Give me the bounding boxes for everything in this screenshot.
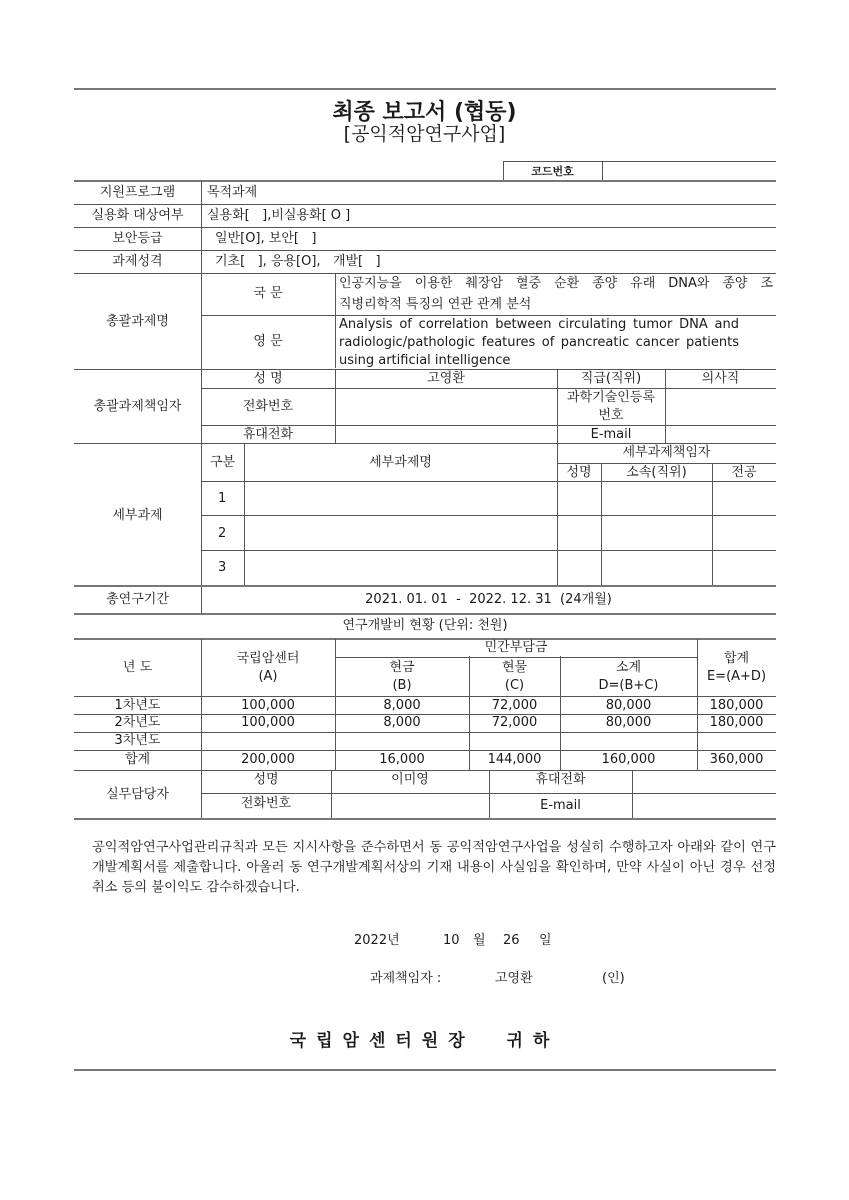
budget-b: 8,000 (383, 698, 421, 713)
budget-d: 80,000 (605, 715, 652, 730)
budget-col-cash-2: (B) (392, 678, 412, 693)
row-line (74, 273, 776, 274)
budget-col-ncc-2: (A) (258, 669, 278, 684)
sign-day[interactable]: 26 (503, 933, 520, 948)
sub-col-leader: 세부과제책임자 (622, 445, 711, 460)
english-title-line-2: radiologic/pathologic features of pancreatic cancer patients (339, 335, 739, 350)
budget-year: 2차년도 (114, 715, 161, 730)
budget-c: 72,000 (491, 715, 538, 730)
row-line (74, 227, 776, 228)
staff-name-value[interactable]: 이미영 (391, 772, 429, 787)
sub-row-2-no: 2 (218, 526, 227, 541)
staff-email-label: E-mail (540, 798, 581, 813)
pi-position-value[interactable]: 의사직 (701, 371, 740, 386)
code-box-top (503, 161, 776, 162)
document-subtitle: [공익적암연구사업] (343, 123, 506, 145)
staff-name-label: 성명 (253, 772, 279, 787)
english-title-line-3: using artificial intelligence (339, 353, 511, 368)
security-label: 보안등급 (112, 231, 163, 246)
staff-mobile-label: 휴대전화 (535, 772, 586, 787)
table-top (74, 180, 776, 182)
budget-b: 16,000 (379, 752, 425, 767)
budget-b: 8,000 (383, 715, 421, 730)
sub-col-no: 구분 (209, 455, 236, 470)
row-line (201, 550, 776, 551)
pi-position-label: 직급(직위) (580, 371, 642, 386)
col-line (632, 770, 633, 818)
staff-phone-label: 전화번호 (240, 796, 292, 811)
budget-a: 100,000 (241, 698, 295, 713)
korean-title-label: 국 문 (253, 286, 283, 301)
program-value[interactable]: 목적과제 (207, 185, 258, 200)
korean-title-line-1: 인공지능을 이용한 췌장암 혈중 순환 종양 유래 DNA와 종양 조 (339, 276, 773, 291)
pi-name-label: 성 명 (253, 371, 283, 386)
budget-a: 200,000 (241, 752, 295, 767)
sub-col-affil: 소속(직위) (626, 465, 687, 480)
col-line (335, 273, 336, 368)
period-value: 2021. 01. 01 - 2022. 12. 31 (24개월) (365, 592, 612, 607)
period-label: 총연구기간 (106, 592, 169, 607)
sign-month-unit: 월 (473, 933, 486, 948)
budget-col-private: 민간부담금 (484, 640, 548, 655)
row-line (201, 793, 776, 794)
budget-col-kind-2: (C) (504, 678, 525, 693)
budget-col-sub-1: 소계 (615, 660, 642, 675)
budget-year: 3차년도 (114, 733, 161, 748)
pi-phone-label: 전화번호 (242, 399, 294, 414)
sub-row-1-no: 1 (218, 491, 227, 506)
subprojects-label: 세부과제 (112, 508, 163, 523)
english-title-label: 영 문 (253, 334, 283, 349)
row-line (201, 388, 776, 389)
budget-caption: 연구개발비 현황 (단위: 천원) (342, 618, 508, 633)
sign-month[interactable]: 10 (443, 933, 460, 948)
sub-col-major: 전공 (731, 465, 757, 480)
budget-c: 144,000 (487, 752, 542, 767)
sub-col-title: 세부과제명 (369, 455, 432, 470)
pi-name-value[interactable]: 고영환 (427, 371, 465, 386)
seal: (인) (602, 971, 625, 986)
staff-label: 실무담당자 (106, 787, 169, 802)
nature-label: 과제성격 (112, 254, 163, 269)
budget-col-total-1: 합계 (723, 651, 750, 666)
document-title: 최종 보고서 (협동) (332, 100, 517, 125)
bottom-rule (74, 1069, 776, 1071)
budget-e: 180,000 (709, 698, 764, 713)
pi-label: 총괄과제책임자 (93, 399, 182, 414)
budget-col-year: 년 도 (122, 660, 153, 675)
budget-col-sub-2: D=(B+C) (598, 678, 659, 693)
budget-col-cash-1: 현금 (389, 660, 415, 675)
sub-row-3-no: 3 (218, 560, 227, 575)
row-line (335, 657, 697, 658)
sign-day-unit: 일 (539, 933, 552, 948)
pi-mobile-label: 휴대전화 (242, 427, 294, 442)
row-line (201, 515, 776, 516)
budget-year: 1차년도 (114, 698, 161, 713)
budget-e: 180,000 (709, 715, 764, 730)
label-col-sep (201, 181, 202, 613)
row-line (74, 818, 776, 820)
addressee: 국립암센터원장 귀하 (289, 1031, 560, 1051)
budget-c: 72,000 (491, 698, 538, 713)
pi-email-label: E-mail (590, 427, 632, 442)
budget-year: 합계 (124, 752, 151, 767)
english-title-line-1: Analysis of correlation between circulating tumor DNA and (339, 317, 739, 332)
budget-col-ncc-1: 국립암센터 (236, 651, 300, 666)
sign-year[interactable]: 2022년 (354, 933, 400, 948)
budget-d: 80,000 (605, 698, 652, 713)
nature-value[interactable]: 기초[ ], 응용[O], 개발[ ] (215, 254, 381, 269)
program-label: 지원프로그램 (99, 185, 176, 200)
budget-e: 360,000 (709, 752, 764, 767)
signer-name[interactable]: 고영환 (495, 971, 533, 986)
code-box-divider (602, 161, 603, 181)
budget-a: 100,000 (241, 715, 295, 730)
code-label: 코드번호 (531, 165, 574, 178)
korean-title-line-2: 직병리학적 특징의 연관 관계 분석 (339, 297, 532, 312)
commercial-value[interactable]: 실용화[ ],비실용화[ O ] (207, 208, 351, 223)
row-line (74, 204, 776, 205)
sub-col-name: 성명 (566, 465, 592, 480)
pi-reg-label-1: 과학기술인등록 (567, 390, 655, 405)
row-line (74, 250, 776, 251)
commercial-label: 실용화 대상여부 (91, 208, 184, 223)
signer-label: 과제책임자 : (370, 971, 442, 986)
row-line (201, 481, 776, 482)
declaration-text: 공익적암연구사업관리규칙과 모든 지시사항을 준수하면서 동 공익적암연구사업을 성실히 수행하고자 아래와 같이 연구개발계획서를 제출합니다. 아울러 동 연구개발계획서상의 기재 내용이 사실임을 확인하며, 만약 사실이 아닌 경우 선정 취소 등의 불이익도 감수하겠습니다. (92, 840, 776, 895)
row-line (74, 613, 776, 615)
security-value[interactable]: 일반[O], 보안[ ] (215, 231, 317, 246)
pi-reg-label-2: 번호 (598, 408, 624, 423)
budget-col-total-2: E=(A+D) (706, 669, 767, 684)
budget-d: 160,000 (601, 752, 656, 767)
top-rule (74, 88, 776, 90)
row-line (74, 585, 776, 587)
project-title-label: 총괄과제명 (106, 314, 169, 329)
budget-col-kind-1: 현물 (501, 660, 528, 675)
